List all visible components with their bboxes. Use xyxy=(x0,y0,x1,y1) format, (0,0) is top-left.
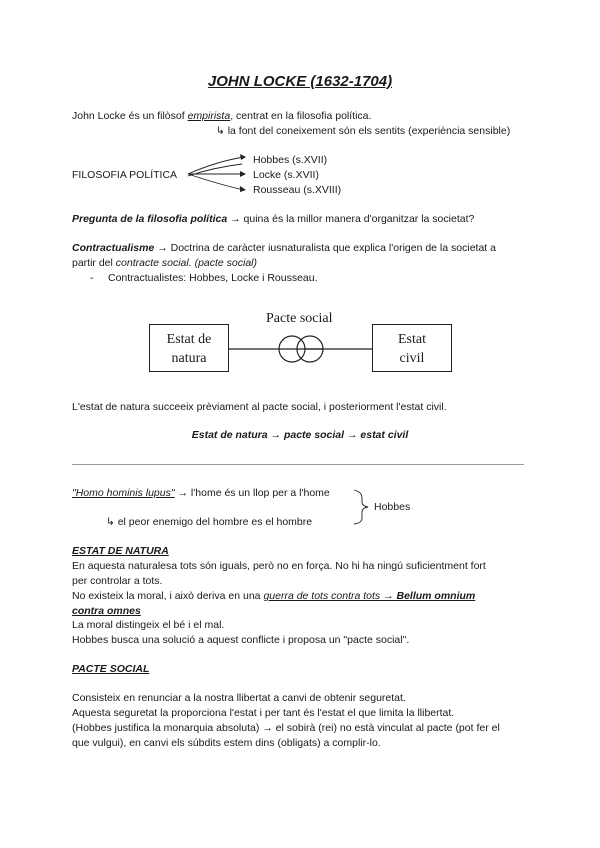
contractualisme-line-2 xyxy=(72,257,257,269)
estat-natura-box xyxy=(149,324,229,372)
pacte-social-label: Pacte social xyxy=(266,311,333,326)
filosofia-item-locke: Locke (s.XVII) xyxy=(253,169,319,181)
branch-arrows xyxy=(186,152,248,196)
arrow-rousseau xyxy=(188,174,244,190)
divider xyxy=(72,464,524,465)
pacte-social-l1: Consisteix en renunciar a la nostra llibertat a canvi de obtenir seguretat. xyxy=(72,692,406,704)
guerra-term: guerra de tots contra tots xyxy=(263,590,381,602)
pregunta-text: → quina és la millor manera d'organitzar la societat? xyxy=(227,213,475,225)
estat-natura-line-1: Estat de xyxy=(166,332,212,347)
homo-line-2: ↳ el peor enemigo del hombre es el hombre xyxy=(106,516,313,528)
pacte-social-connector xyxy=(229,330,373,370)
contractualistes-bullet: Contractualistes: Hobbes, Locke i Rousseau. xyxy=(108,272,318,284)
bellum-term: → Bellum omnium xyxy=(380,590,476,602)
pregunta-term: Pregunta de la filosofia política xyxy=(72,213,228,225)
empirista-term: empirista xyxy=(187,110,231,122)
homo-line-1 xyxy=(72,487,330,499)
intro-line-2: ↳ la font del coneixement són els sentits (experiència sensible) xyxy=(216,125,511,137)
bullet-dash: - xyxy=(90,272,94,284)
contractualisme-term: Contractualisme xyxy=(72,242,155,254)
homo-quote: "Homo hominis lupus" xyxy=(72,487,175,499)
estat-civil-box xyxy=(372,324,452,372)
estat-natura-heading: ESTAT DE NATURA xyxy=(72,545,169,557)
pacte-social-l4: que vulgui), en canvi els súbdits estem dins (obligats) a complir-lo. xyxy=(72,737,381,749)
contractualisme-text-2: partir del xyxy=(72,257,116,269)
intro-text: John Locke és un filòsof xyxy=(72,110,188,122)
pacte-social-l2: Aquesta seguretat la proporciona l'estat i per tant és l'estat el que limita la llibertat. xyxy=(72,707,455,719)
estat-natura-l2: per controlar a tots. xyxy=(72,575,163,587)
pacte-social-heading: PACTE SOCIAL xyxy=(72,663,150,675)
filosofia-item-hobbes: Hobbes (s.XVII) xyxy=(253,154,328,166)
estat-civil-line-1: Estat xyxy=(398,332,426,347)
page-title: JOHN LOCKE (1632-1704) xyxy=(207,73,393,90)
estat-natura-l6: Hobbes busca una solució a aquest conflicte i proposa un "pacte social". xyxy=(72,634,410,646)
arrow-hobbes xyxy=(188,157,244,174)
pregunta-line xyxy=(72,213,474,225)
filosofia-label: FILOSOFIA POLÍTICA xyxy=(72,169,178,181)
estat-natura-l4: contra omnes xyxy=(72,605,141,617)
homo-translation: → l'home és un llop per a l'home xyxy=(174,487,330,499)
estat-natura-l3-text: No existeix la moral, i això deriva en una xyxy=(72,590,264,602)
intro-text-end: , centrat en la filosofia política. xyxy=(230,110,372,122)
intro-line-1 xyxy=(72,110,371,122)
hobbes-label: Hobbes xyxy=(374,501,411,513)
estat-natura-l5: La moral distingeix el bé i el mal. xyxy=(72,619,225,631)
hobbes-brace xyxy=(350,488,372,526)
sequence-bold: Estat de natura → pacte social → estat civil xyxy=(191,429,409,441)
contractualisme-text: → Doctrina de caràcter iusnaturalista que explica l'origen de la societat a xyxy=(154,242,496,254)
contractualisme-line-1 xyxy=(72,242,496,254)
sequence-text: L'estat de natura succeeix prèviament al pacte social, i posteriorment l'estat civil. xyxy=(72,401,447,413)
filosofia-item-rousseau: Rousseau (s.XVIII) xyxy=(253,184,342,196)
estat-natura-l1: En aquesta naturalesa tots són iguals, però no en força. No hi ha ningú suficientment fort xyxy=(72,560,486,572)
estat-civil-line-2: civil xyxy=(399,351,425,366)
pacte-social-l3: (Hobbes justifica la monarquia absoluta) → el sobirà (rei) no està vinculat al pacte (pot fer el xyxy=(72,722,500,734)
estat-natura-line-2: natura xyxy=(171,351,207,366)
contracte-social-term: contracte social. (pacte social) xyxy=(115,257,258,269)
estat-natura-l3 xyxy=(72,590,475,602)
